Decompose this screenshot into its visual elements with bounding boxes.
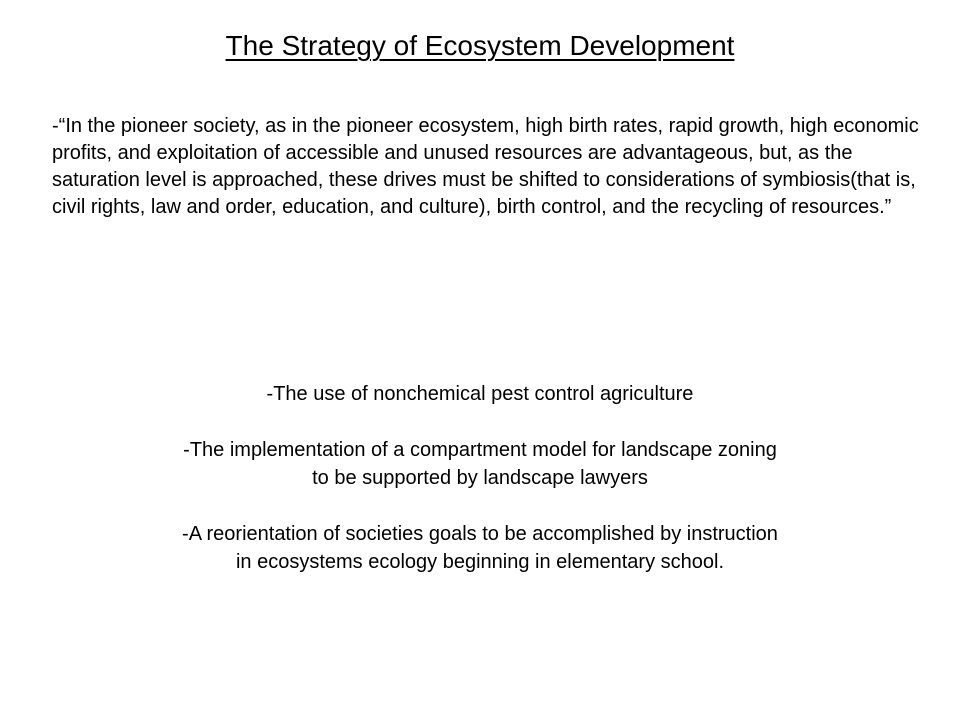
bullet-line: -A reorientation of societies goals to be accomplished by instruction [182,523,778,545]
quote-paragraph: -“In the pioneer society, as in the pioneer ecosystem, high birth rates, rapid growth, high economic profits, and exploitation of accessible and unused resources are advantageous, but, as the saturation level is approached, these drives must be shifted to considerations of symbiosis(that is, civil rights, law and order, education, and culture), birth control, and the recycling of resources.” [52,115,919,218]
bullet-item-pest-control [0,380,960,408]
bullet-line: to be supported by landscape lawyers [312,467,648,489]
bullet-line: in ecosystems ecology beginning in elementary school. [235,551,725,573]
bullet-item-reorientation [0,520,960,576]
slide-title: The Strategy of Ecosystem Development [225,30,735,61]
bullet-list [0,380,960,576]
bullet-line: -The implementation of a compartment model for landscape zoning [183,439,777,461]
bullet-item-compartment-model [0,436,960,492]
bullet-line: -The use of nonchemical pest control agriculture [266,383,694,405]
